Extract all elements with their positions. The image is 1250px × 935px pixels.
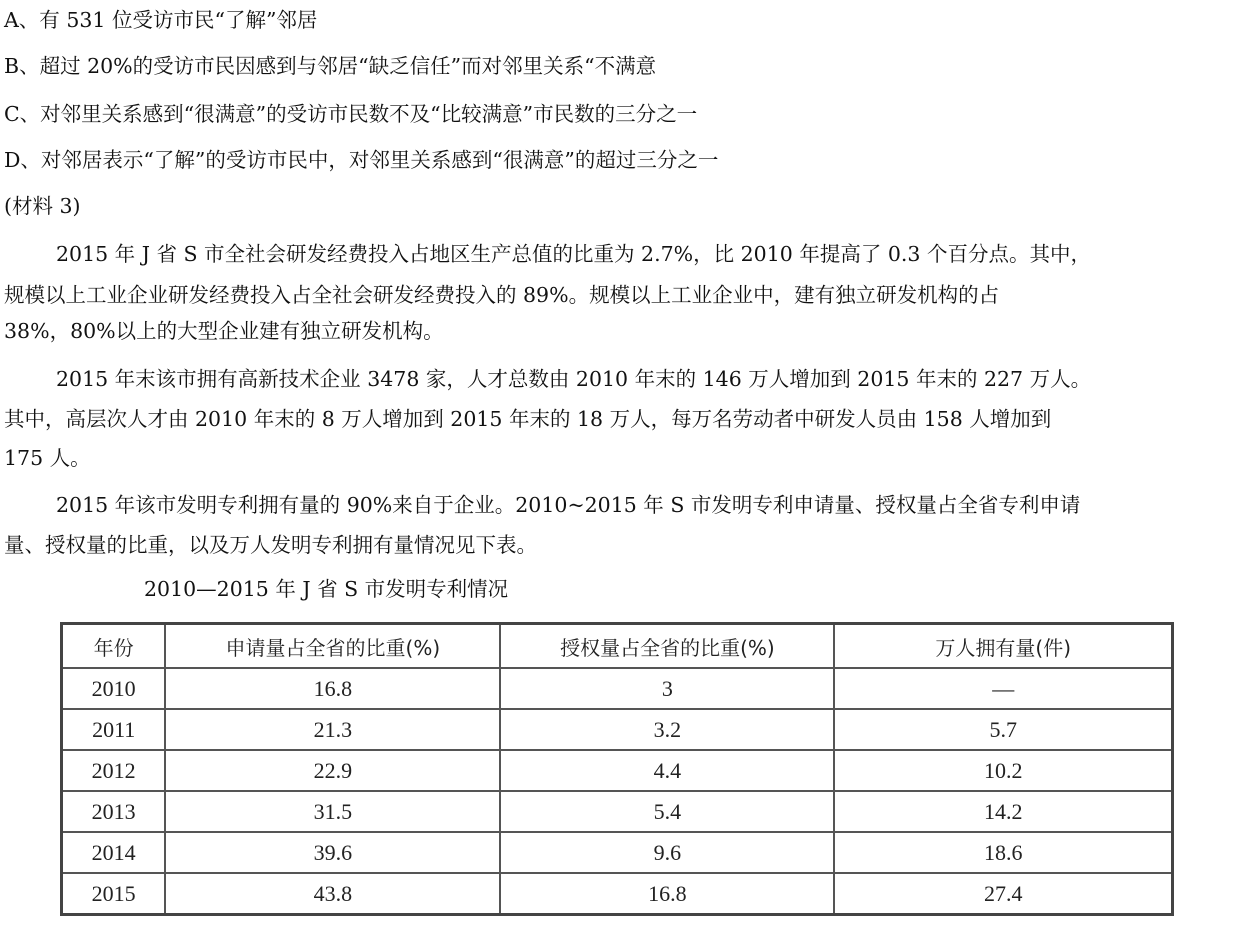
table-row xyxy=(62,709,1173,750)
patent-table xyxy=(60,622,1174,916)
cell-application-share: 31.5 xyxy=(165,791,500,832)
material-label: (材料 3) xyxy=(4,194,81,218)
cell-grant-share: 3.2 xyxy=(500,709,834,750)
cell-per-10k-holdings: 10.2 xyxy=(834,750,1172,791)
cell-application-share: 16.8 xyxy=(165,668,500,709)
table-row xyxy=(62,832,1173,873)
table-header-row xyxy=(62,624,1173,669)
paragraph-1-line-2: 规模以上工业企业研发经费投入占全社会研发经费投入的 89%。规模以上工业企业中，建有独立研发机构的占 xyxy=(4,283,1000,307)
cell-per-10k-holdings: 14.2 xyxy=(834,791,1172,832)
table-row xyxy=(62,873,1173,915)
table-row xyxy=(62,791,1173,832)
cell-year: 2011 xyxy=(62,709,166,750)
option-b: B、超过 20%的受访市民因感到与邻居“缺乏信任”而对邻里关系“不满意 xyxy=(4,54,657,78)
paragraph-1-line-3: 38%，80%以上的大型企业建有独立研发机构。 xyxy=(4,319,444,343)
cell-grant-share: 9.6 xyxy=(500,832,834,873)
cell-per-10k-holdings: 18.6 xyxy=(834,832,1172,873)
paragraph-3-line-2: 量、授权量的比重，以及万人发明专利拥有量情况见下表。 xyxy=(4,533,537,557)
cell-grant-share: 4.4 xyxy=(500,750,834,791)
paragraph-3-line-1: 2015 年该市发明专利拥有量的 90%来自于企业。2010~2015 年 S 市发明专利申请量、授权量占全省专利申请 xyxy=(56,493,1081,517)
paragraph-1-line-1: 2015 年 J 省 S 市全社会研发经费投入占地区生产总值的比重为 2.7%，比 2010 年提高了 0.3 个百分点。其中， xyxy=(56,242,1091,266)
cell-year: 2013 xyxy=(62,791,166,832)
cell-per-10k-holdings: 27.4 xyxy=(834,873,1172,915)
header-per-10k-holdings: 万人拥有量(件) xyxy=(834,624,1172,669)
table-caption: 2010—2015 年 J 省 S 市发明专利情况 xyxy=(144,577,509,601)
header-grant-share: 授权量占全省的比重(%) xyxy=(500,624,834,669)
cell-application-share: 22.9 xyxy=(165,750,500,791)
table-row xyxy=(62,668,1173,709)
option-d: D、对邻居表示“了解”的受访市民中，对邻里关系感到“很满意”的超过三分之一 xyxy=(4,148,719,172)
paragraph-2-line-1: 2015 年末该市拥有高新技术企业 3478 家，人才总数由 2010 年末的 146 万人增加到 2015 年末的 227 万人。 xyxy=(56,367,1092,391)
cell-year: 2014 xyxy=(62,832,166,873)
cell-per-10k-holdings: — xyxy=(834,668,1172,709)
cell-application-share: 39.6 xyxy=(165,832,500,873)
cell-application-share: 43.8 xyxy=(165,873,500,915)
cell-year: 2015 xyxy=(62,873,166,915)
cell-application-share: 21.3 xyxy=(165,709,500,750)
header-year: 年份 xyxy=(62,624,166,669)
cell-per-10k-holdings: 5.7 xyxy=(834,709,1172,750)
paragraph-2-line-2: 其中，高层次人才由 2010 年末的 8 万人增加到 2015 年末的 18 万人，每万名劳动者中研发人员由 158 人增加到 xyxy=(4,407,1052,431)
table-row xyxy=(62,750,1173,791)
cell-grant-share: 5.4 xyxy=(500,791,834,832)
cell-year: 2012 xyxy=(62,750,166,791)
header-application-share: 申请量占全省的比重(%) xyxy=(165,624,500,669)
paragraph-2-line-3: 175 人。 xyxy=(4,446,91,470)
option-a: A、有 531 位受访市民“了解”邻居 xyxy=(4,8,318,32)
option-c: C、对邻里关系感到“很满意”的受访市民数不及“比较满意”市民数的三分之一 xyxy=(4,102,698,126)
cell-grant-share: 3 xyxy=(500,668,834,709)
cell-grant-share: 16.8 xyxy=(500,873,834,915)
cell-year: 2010 xyxy=(62,668,166,709)
